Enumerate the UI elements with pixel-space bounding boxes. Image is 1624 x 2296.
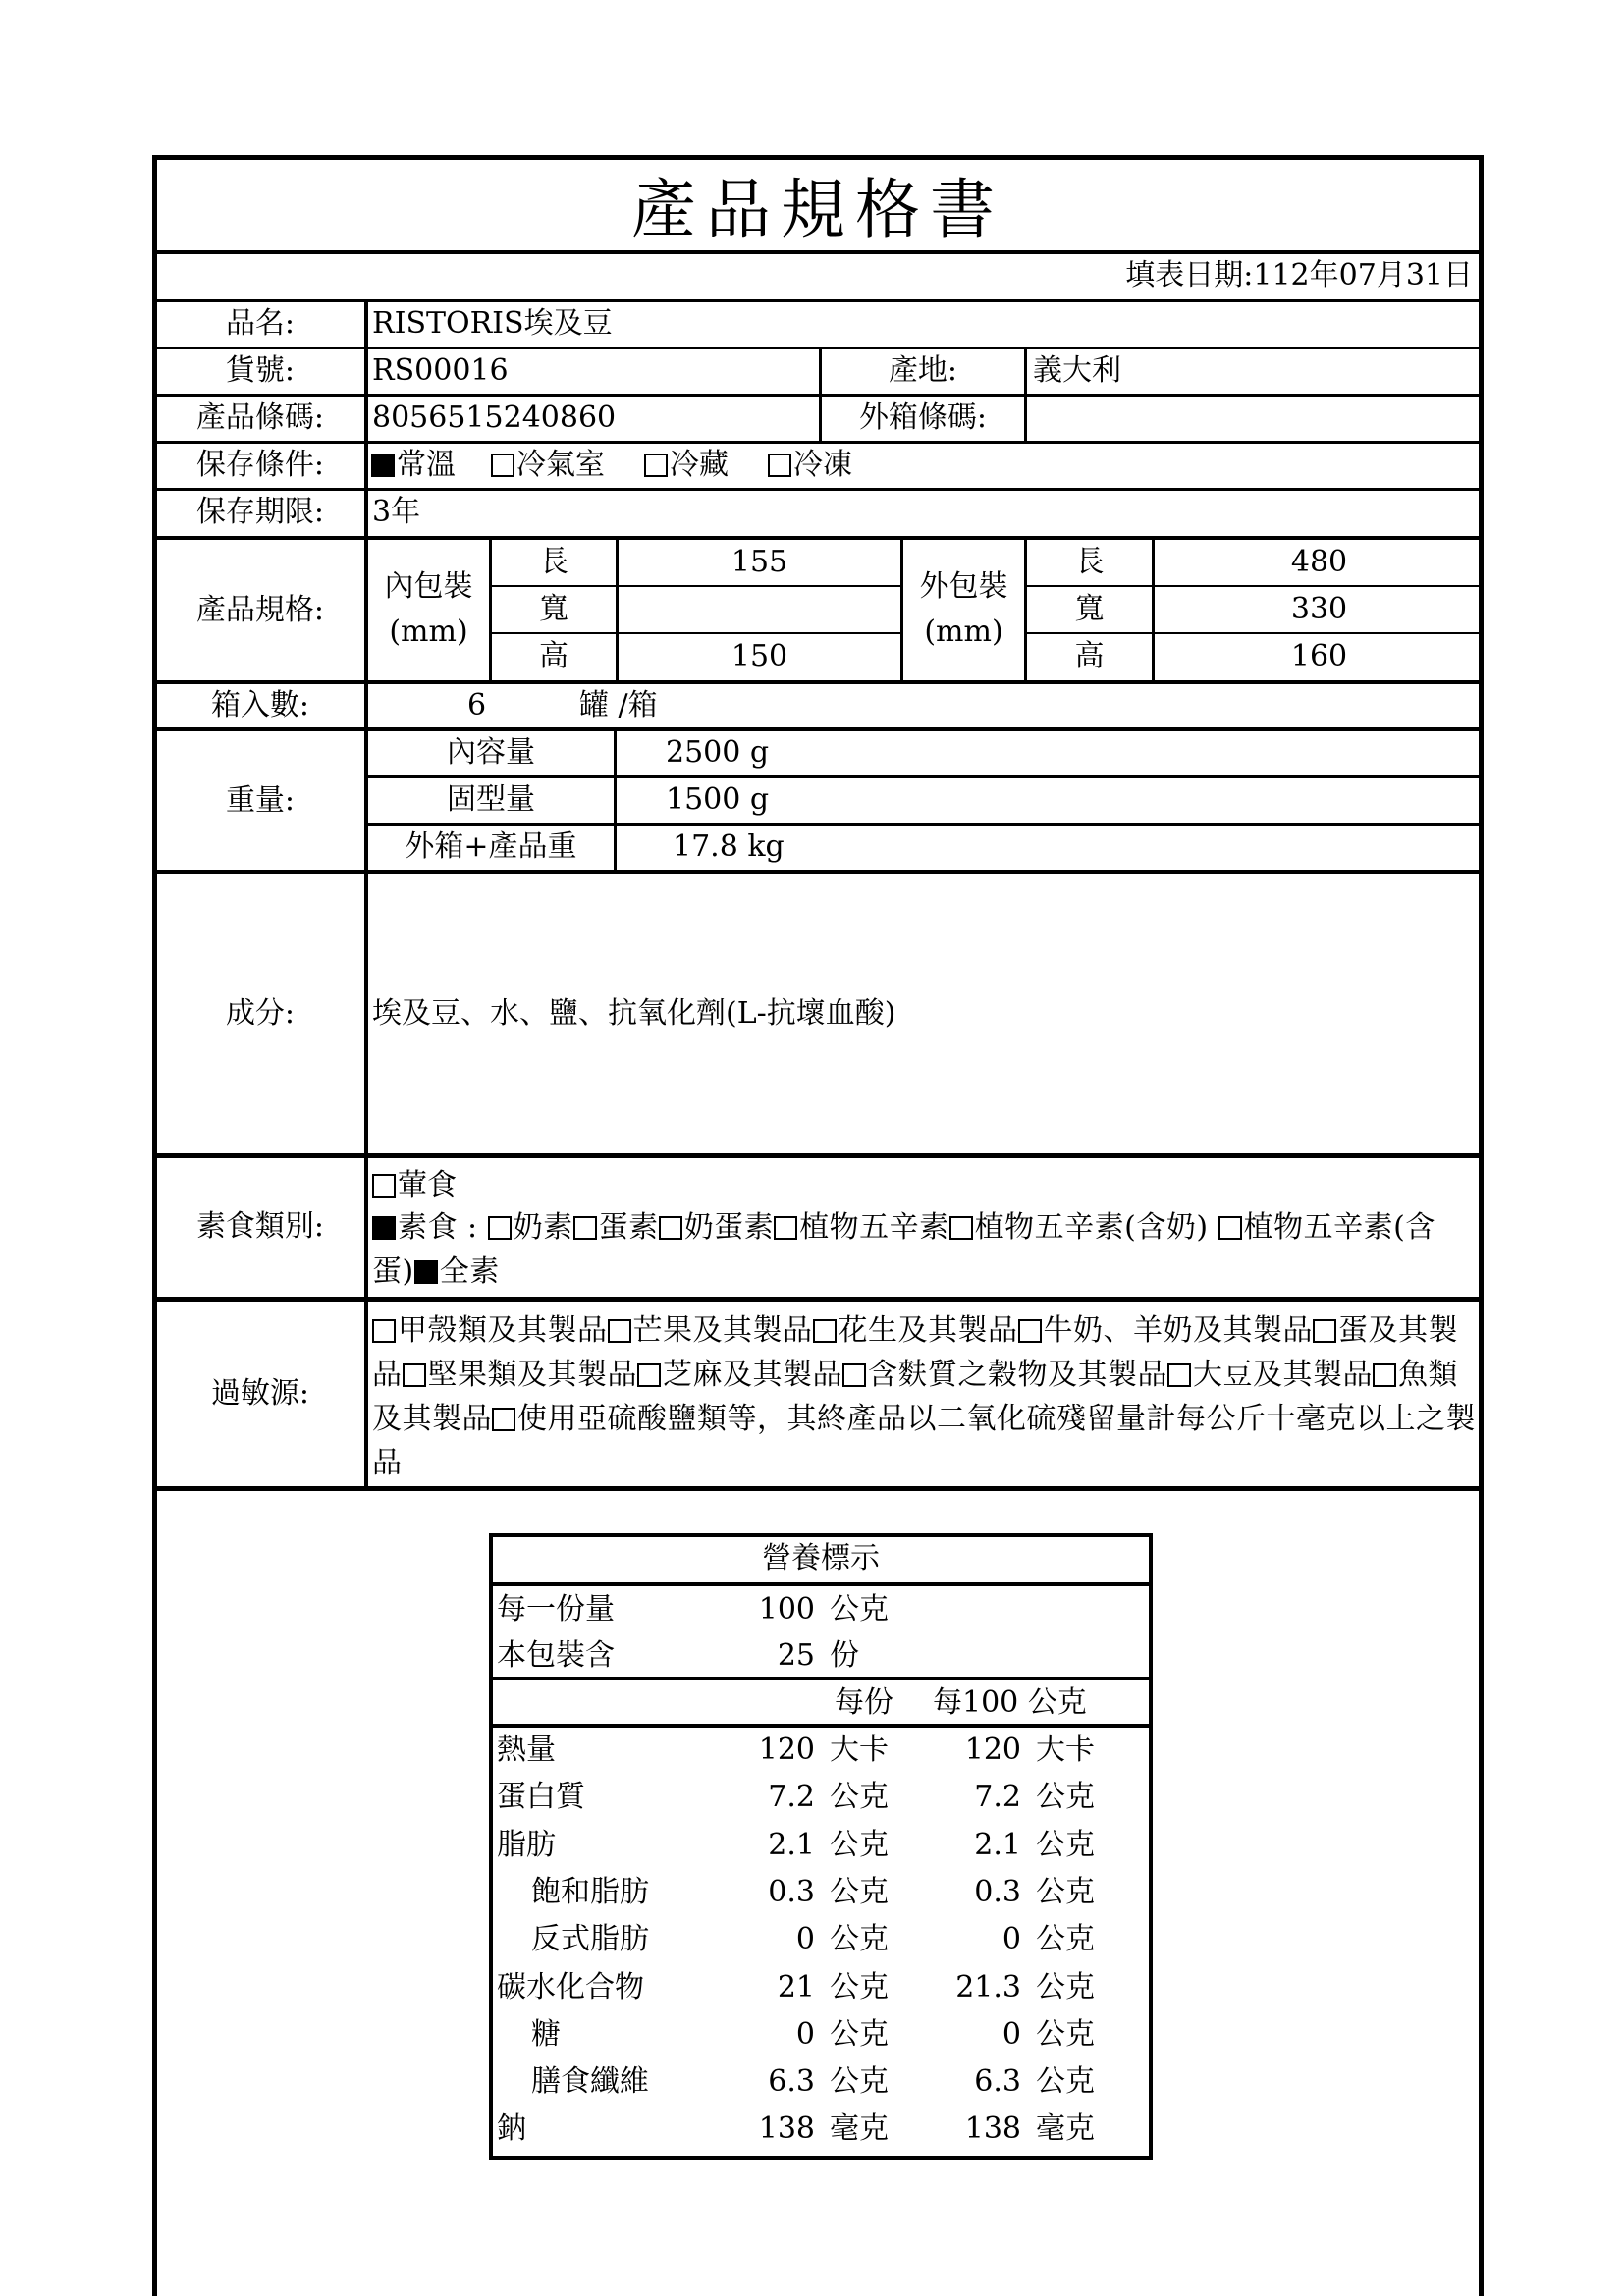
allergen-option[interactable]: 含麩質之穀物及其製品 (842, 1358, 1167, 1392)
rule (152, 870, 1484, 874)
net-content-value: 2500 g (666, 735, 770, 770)
allergen-option[interactable]: 使用亞硫酸鹽類等，其終產品以二氧化硫殘留量計每公斤十毫克以上之製品 (372, 1402, 1476, 1480)
rule (152, 299, 1484, 302)
shelf-life-value: 3年 (372, 495, 421, 529)
checkbox[interactable] (608, 1319, 631, 1343)
solid-content-value: 1500 g (666, 782, 770, 817)
veg-option[interactable]: 奶素 (488, 1210, 573, 1245)
inner-length-label: 長 (539, 545, 568, 579)
nutrient-per-100g: 0 (1001, 2017, 1021, 2052)
rule (364, 299, 368, 1489)
checkbox[interactable] (1373, 1363, 1396, 1387)
nutrient-per-serving: 0 (795, 1922, 815, 1956)
nutrient-per-serving: 0 (795, 2017, 815, 2052)
nutrient-per-serving-unit: 公克 (830, 2064, 889, 2099)
storage-option[interactable]: 冷藏 (644, 448, 729, 482)
checkbox[interactable] (371, 454, 395, 477)
nutrient-per-serving: 138 (758, 2111, 815, 2146)
veg-option[interactable]: 植物五辛素(含奶) (949, 1210, 1209, 1245)
nutrient-name: 蛋白質 (497, 1780, 585, 1814)
nutrient-per-serving-unit: 公克 (830, 1970, 889, 2004)
outer-width-value: 330 (1290, 592, 1348, 626)
checkbox[interactable] (372, 1319, 396, 1343)
veg-option[interactable]: 蛋素 (573, 1210, 659, 1245)
solid-content-label: 固型量 (447, 782, 535, 817)
checkbox[interactable] (372, 1174, 396, 1198)
checkbox[interactable] (403, 1363, 426, 1387)
rule (614, 727, 617, 872)
allergen-option[interactable]: 魚類及其製品 (372, 1358, 1458, 1436)
col-per-serving: 每份 (835, 1685, 893, 1720)
serving-size-unit: 公克 (830, 1592, 889, 1627)
label-vegetarian: 素食類別: (195, 1209, 325, 1244)
rule (489, 1724, 1153, 1728)
nutrient-per-100g: 2.1 (974, 1828, 1021, 1862)
nutrient-per-100g: 120 (964, 1733, 1021, 1767)
nutrient-name: 碳水化合物 (497, 1970, 644, 2004)
serving-size-value: 100 (758, 1592, 815, 1627)
outer-width-label: 寬 (1074, 592, 1105, 626)
nutrient-name: 熱量 (497, 1733, 556, 1767)
origin-value: 義大利 (1033, 353, 1121, 388)
allergen-list (372, 1308, 1477, 1485)
checkbox[interactable] (1167, 1363, 1191, 1387)
allergen-option[interactable]: 牛奶、羊奶及其製品 (1018, 1313, 1314, 1348)
allergen-option[interactable]: 堅果類及其製品 (403, 1358, 638, 1392)
label-item-no: 貨號: (225, 353, 296, 388)
veg-option[interactable]: 植物五辛素 (774, 1210, 949, 1245)
inner-height-value: 150 (731, 639, 788, 673)
nutrient-per-100g-unit: 公克 (1036, 1970, 1095, 2004)
checkbox[interactable] (573, 1216, 597, 1240)
allergen-option[interactable]: 大豆及其製品 (1167, 1358, 1373, 1392)
veg-option[interactable]: 全素 (414, 1255, 500, 1289)
rule (366, 775, 1484, 778)
item-no-value: RS00016 (372, 353, 509, 388)
rule (491, 632, 903, 634)
gross-weight-value: 17.8 kg (673, 829, 785, 864)
col-per-100g: 每100 公克 (933, 1685, 1087, 1720)
checkbox[interactable] (659, 1216, 682, 1240)
nutrient-per-serving-unit: 公克 (830, 1780, 889, 1814)
checkbox[interactable] (492, 1408, 515, 1431)
label-storage: 保存條件: (195, 448, 325, 482)
nutrient-per-serving: 6.3 (768, 2064, 815, 2099)
allergen-option[interactable]: 芝麻及其製品 (637, 1358, 842, 1392)
nutrient-per-100g: 0 (1001, 1922, 1021, 1956)
nutrient-per-100g-unit: 公克 (1036, 2064, 1095, 2099)
rule (489, 1677, 1153, 1680)
storage-options (371, 446, 852, 485)
rule (152, 727, 1484, 731)
outer-unit-label: (mm) (924, 614, 1003, 649)
nutrition-title: 營養標示 (762, 1541, 880, 1575)
nutrient-per-serving: 120 (758, 1733, 815, 1767)
label-shelf-life: 保存期限: (195, 495, 325, 529)
veg-option[interactable]: 素食 (372, 1210, 458, 1245)
nutrient-per-serving-unit: 公克 (830, 1828, 889, 1862)
servings-label: 本包裝含 (497, 1638, 615, 1673)
nutrient-per-serving: 7.2 (768, 1780, 815, 1814)
outer-length-label: 長 (1074, 545, 1105, 579)
rule (152, 680, 1484, 684)
servings-value: 25 (777, 1638, 815, 1673)
gross-weight-label: 外箱+產品重 (405, 829, 577, 864)
rule (152, 347, 1484, 349)
checkbox[interactable] (372, 1216, 396, 1240)
nutrient-name: 鈉 (497, 2111, 526, 2146)
inner-width-label: 寬 (539, 592, 568, 626)
outer-height-label: 高 (1074, 639, 1105, 673)
label-spec: 產品規格: (195, 593, 325, 627)
ingredients-value: 埃及豆、水、鹽、抗氧化劑(L-抗壞血酸) (372, 996, 896, 1031)
nutrient-per-100g: 21.3 (955, 1970, 1021, 2004)
label-barcode: 產品條碼: (195, 400, 325, 435)
rule (152, 394, 1484, 397)
inner-pack-label: 內包裝 (384, 569, 473, 604)
meat-option[interactable]: 葷食 (372, 1166, 457, 1205)
checkbox[interactable] (813, 1319, 837, 1343)
nutrient-per-100g-unit: 公克 (1036, 1875, 1095, 1909)
label-name: 品名: (225, 306, 296, 341)
nutrient-per-100g: 0.3 (974, 1875, 1021, 1909)
rule (1024, 347, 1027, 442)
veg-option[interactable]: 奶蛋素 (659, 1210, 775, 1245)
nutrient-per-100g: 138 (964, 2111, 1021, 2146)
outer-length-value: 480 (1290, 545, 1348, 579)
rule (1027, 585, 1484, 587)
rule (900, 536, 903, 682)
label-weight: 重量: (225, 783, 296, 818)
nutrient-per-serving-unit: 公克 (830, 1922, 889, 1956)
allergen-option[interactable]: 蛋及其製品 (372, 1313, 1458, 1392)
allergen-option[interactable]: 芒果及其製品 (608, 1313, 813, 1348)
nutrient-per-100g: 6.3 (974, 2064, 1021, 2099)
outer-height-value: 160 (1290, 639, 1348, 673)
product-name: RISTORIS埃及豆 (372, 306, 613, 341)
nutrient-name: 飽和脂肪 (531, 1875, 649, 1909)
checkbox[interactable] (414, 1260, 438, 1284)
storage-option[interactable]: 常溫 (371, 448, 456, 482)
fill-date: 填表日期:112年07月31日 (1125, 258, 1473, 293)
rule (152, 441, 1484, 444)
inner-unit-label: (mm) (389, 614, 468, 649)
checkbox[interactable] (644, 454, 668, 477)
storage-option[interactable]: 冷氣室 (491, 448, 605, 482)
nutrient-name: 糖 (531, 2017, 561, 2052)
checkbox[interactable] (1313, 1319, 1336, 1343)
checkbox[interactable] (1218, 1216, 1242, 1240)
allergen-option[interactable]: 甲殼類及其製品 (372, 1313, 608, 1348)
nutrient-per-serving-unit: 大卡 (830, 1733, 889, 1767)
vegetarian-options: 素食 : 奶素 蛋素 奶蛋素 植物五辛素 植物五辛素(含奶) 植物五辛素(含蛋) 全素 (372, 1210, 1435, 1289)
nutrient-per-100g-unit: 毫克 (1036, 2111, 1095, 2146)
rule (366, 823, 1484, 826)
outer-pack-label: 外包裝 (919, 569, 1008, 604)
checkbox[interactable] (842, 1363, 866, 1387)
checkbox[interactable] (1018, 1319, 1042, 1343)
barcode-value: 8056515240860 (372, 400, 617, 435)
label-ingredients: 成分: (225, 996, 296, 1031)
nutrient-name: 膳食纖維 (531, 2064, 649, 2099)
veg-option[interactable]: 植物五辛素(含蛋) (372, 1210, 1435, 1289)
nutrient-per-serving-unit: 毫克 (830, 2111, 889, 2146)
nutrient-per-serving-unit: 公克 (830, 2017, 889, 2052)
nutrient-per-100g-unit: 大卡 (1036, 1733, 1095, 1767)
serving-size-label: 每一份量 (497, 1592, 615, 1627)
nutrient-per-100g-unit: 公克 (1036, 2017, 1095, 2052)
allergen-option[interactable]: 花生及其製品 (813, 1313, 1018, 1348)
rule (491, 585, 903, 587)
rule (152, 1153, 1484, 1158)
rule (152, 488, 1484, 491)
rule (1027, 632, 1484, 634)
rule (152, 1297, 1484, 1302)
nutrient-per-serving: 21 (777, 1970, 815, 2004)
nutrient-per-serving: 2.1 (768, 1828, 815, 1862)
checkbox[interactable] (637, 1363, 661, 1387)
storage-option[interactable]: 冷凍 (768, 448, 852, 482)
nutrient-per-100g: 7.2 (974, 1780, 1021, 1814)
inner-length-value: 155 (731, 545, 788, 579)
checkbox[interactable] (768, 454, 791, 477)
rule (152, 536, 1484, 540)
nutrient-per-serving-unit: 公克 (830, 1875, 889, 1909)
checkbox[interactable] (491, 454, 514, 477)
checkbox[interactable] (488, 1216, 512, 1240)
label-outer-barcode: 外箱條碼: (858, 400, 988, 435)
label-origin: 產地: (888, 353, 958, 388)
nutrient-per-100g-unit: 公克 (1036, 1780, 1095, 1814)
case-count-value: 6 (467, 688, 487, 722)
page-title: 產品規格書 (631, 172, 1004, 247)
case-count-unit: 罐 /箱 (579, 688, 658, 722)
checkbox[interactable] (949, 1216, 973, 1240)
label-case-count: 箱入數: (210, 688, 310, 722)
rule (489, 1582, 1153, 1586)
label-allergens: 過敏源: (210, 1376, 310, 1411)
servings-unit: 份 (830, 1638, 859, 1673)
nutrient-name: 脂肪 (497, 1828, 556, 1862)
nutrient-per-100g-unit: 公克 (1036, 1922, 1095, 1956)
rule (152, 250, 1484, 254)
checkbox[interactable] (774, 1216, 797, 1240)
inner-height-label: 高 (539, 639, 568, 673)
nutrient-name: 反式脂肪 (531, 1922, 649, 1956)
net-content-label: 內容量 (447, 735, 535, 770)
nutrient-per-serving: 0.3 (768, 1875, 815, 1909)
rule (152, 1486, 1484, 1491)
nutrient-per-100g-unit: 公克 (1036, 1828, 1095, 1862)
